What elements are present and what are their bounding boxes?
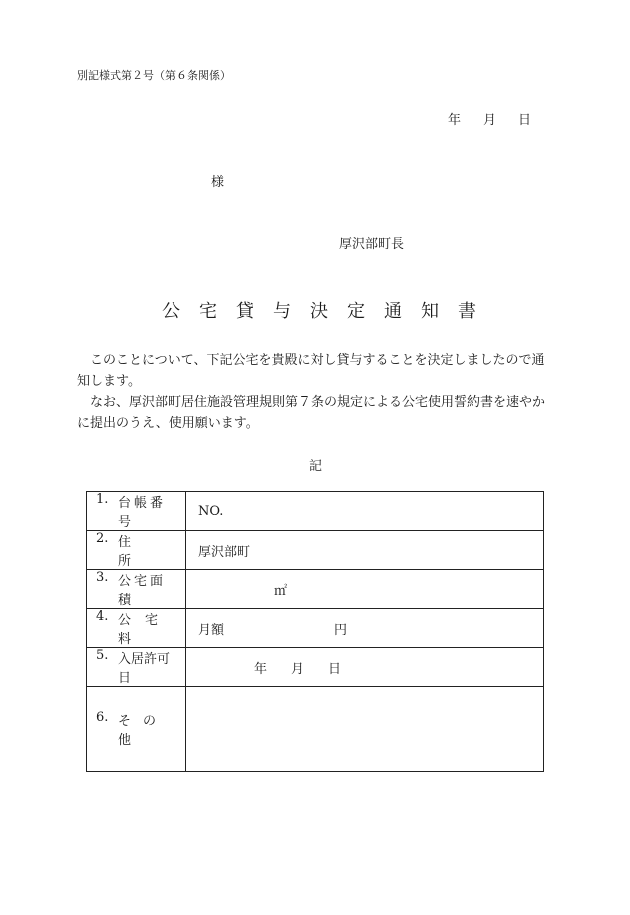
table-row-rent: [87, 609, 544, 648]
ki-heading: 記: [309, 459, 323, 474]
row-value: 厚沢部町: [186, 531, 544, 570]
row-value: [186, 609, 544, 648]
row-label-text: 住所: [118, 535, 168, 569]
row-label: [87, 609, 186, 648]
date-year: 年: [448, 113, 462, 128]
row-label: [87, 687, 186, 772]
row-label-text: 公宅料: [118, 613, 173, 647]
row-number: 3.: [96, 570, 109, 585]
details-table: [86, 491, 544, 772]
rent-unit: 円: [334, 622, 348, 638]
issue-date: [448, 109, 531, 128]
table-row-area: [87, 570, 544, 609]
date-day: 日: [518, 113, 532, 128]
issuer-name: 厚沢部町長: [339, 237, 405, 252]
row-label: [87, 531, 186, 570]
row-label: [87, 570, 186, 609]
row-label-text: 台帳番号: [118, 496, 167, 530]
body-paragraph-2: なお、厚沢部町居住施設管理規則第７条の規定による公宅使用誓約書を速やかに提出のうえ、使用願います。: [77, 395, 546, 431]
table-row-ledger-number: [87, 492, 544, 531]
row-value: [186, 648, 544, 687]
form-number: 別記様式第２号（第６条関係）: [77, 69, 231, 82]
row-number: 5.: [96, 648, 109, 663]
row-label-text: 公宅面積: [118, 574, 167, 608]
document-title: 公宅貸与決定通知書: [162, 301, 495, 322]
row-value: [186, 570, 544, 609]
row-number: 1.: [96, 492, 109, 507]
recipient-honorific: 様: [211, 175, 225, 190]
rent-monthly-label: 月額: [198, 622, 225, 638]
date-month: 月: [483, 113, 497, 128]
body-paragraph-1: このことについて、下記公宅を貴殿に対し貸与することを決定しましたので通知します。: [77, 353, 545, 389]
table-row-move-in-date: [87, 648, 544, 687]
row-number: 2.: [96, 531, 109, 546]
row-value: NO.: [186, 492, 544, 531]
row-number: 4.: [96, 609, 109, 624]
row-number: 6.: [96, 710, 109, 725]
row-label: [87, 492, 186, 531]
move-in-day: 日: [328, 661, 342, 677]
row-label: [87, 648, 186, 687]
row-label-text: 入居許可日: [118, 652, 171, 686]
row-label-text: その他: [118, 714, 169, 748]
area-unit: ㎡: [274, 583, 288, 599]
row-value: [186, 687, 544, 772]
table-row-other: [87, 687, 544, 772]
move-in-year: 年: [254, 661, 268, 677]
move-in-month: 月: [291, 661, 305, 677]
notice-body: [77, 350, 557, 434]
table-row-address: [87, 531, 544, 570]
